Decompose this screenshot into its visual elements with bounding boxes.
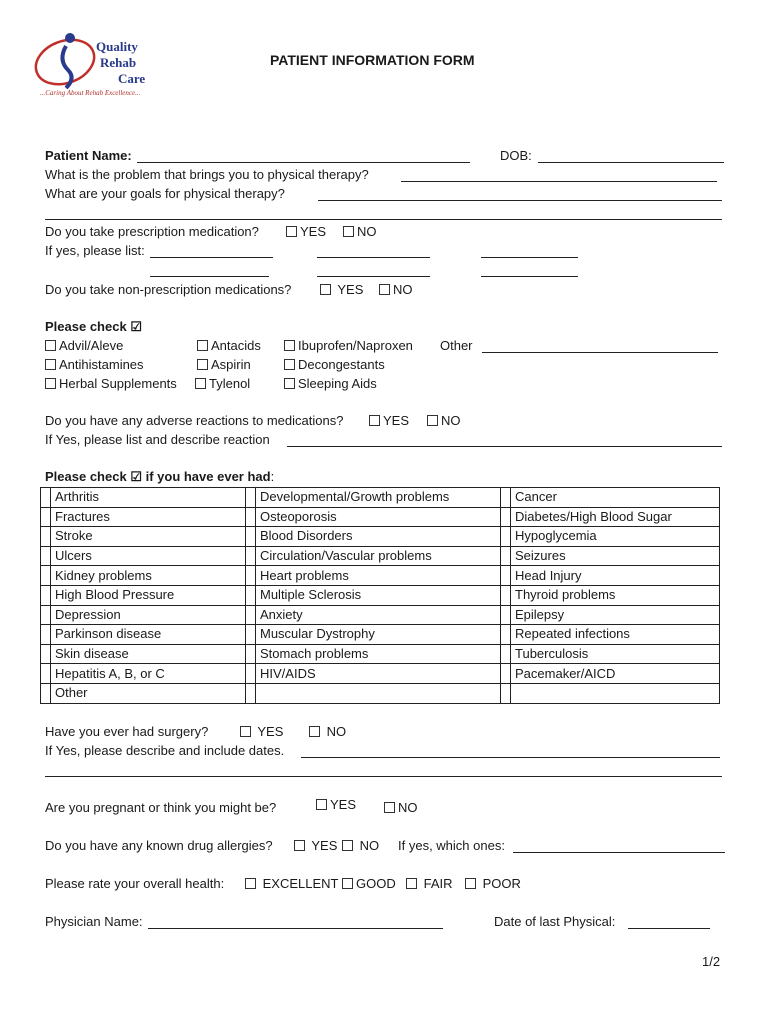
condition-label: Stroke	[51, 527, 246, 547]
last-physical-field[interactable]	[628, 928, 710, 929]
dob-label: DOB:	[500, 148, 532, 163]
health-excellent-option[interactable]	[245, 876, 339, 892]
table-row	[41, 566, 720, 586]
problem-label: What is the problem that brings you to physical therapy?	[45, 167, 369, 182]
condition-label: Osteoporosis	[256, 507, 501, 527]
condition-checkbox[interactable]	[246, 605, 256, 625]
rx-list-field-3[interactable]	[481, 257, 578, 258]
condition-label	[511, 683, 720, 703]
condition-checkbox[interactable]	[501, 585, 511, 605]
advil-label: Advil/Aleve	[59, 338, 124, 353]
check-mark-icon: ☑	[130, 319, 142, 334]
condition-checkbox[interactable]	[246, 625, 256, 645]
adverse-describe-field[interactable]	[287, 446, 722, 447]
surgery-no-label: NO	[326, 724, 347, 739]
med-antacids[interactable]	[197, 338, 261, 354]
logo-line3: Care	[118, 71, 146, 86]
rx-no-checkbox[interactable]	[343, 226, 354, 237]
nonrx-no-option[interactable]	[379, 282, 413, 298]
med-tylenol[interactable]	[195, 376, 250, 392]
rx-yes-label: YES	[300, 224, 327, 239]
table-row	[41, 546, 720, 566]
goals-field-line2[interactable]	[45, 219, 722, 220]
nonrx-yes-option[interactable]	[320, 282, 363, 298]
rx-no-option[interactable]	[343, 224, 377, 240]
condition-checkbox[interactable]	[41, 625, 51, 645]
condition-checkbox[interactable]	[41, 585, 51, 605]
med-other-label: Other	[440, 338, 473, 353]
surgery-yes-option[interactable]	[240, 724, 283, 740]
condition-checkbox[interactable]	[501, 546, 511, 566]
allergy-yes-checkbox[interactable]	[294, 840, 305, 851]
sleeping-label: Sleeping Aids	[298, 376, 377, 391]
med-antihistamines[interactable]	[45, 357, 144, 373]
adverse-no-option[interactable]	[427, 413, 461, 429]
please-check-heading	[45, 319, 142, 335]
adverse-yes-option[interactable]	[369, 413, 409, 429]
conditions-check-icon: ☑	[130, 469, 142, 484]
condition-checkbox[interactable]	[41, 605, 51, 625]
allergy-question: Do you have any known drug allergies?	[45, 838, 273, 853]
allergy-yes-label: YES	[311, 838, 338, 853]
condition-label: Circulation/Vascular problems	[256, 546, 501, 566]
logo-line2: Rehab	[100, 55, 137, 70]
condition-checkbox[interactable]	[41, 566, 51, 586]
condition-checkbox[interactable]	[41, 507, 51, 527]
table-row	[41, 625, 720, 645]
condition-checkbox[interactable]	[501, 507, 511, 527]
condition-checkbox[interactable]	[501, 566, 511, 586]
med-herbal[interactable]	[45, 376, 177, 392]
conditions-heading-colon: :	[270, 469, 275, 484]
goals-field[interactable]	[318, 200, 722, 201]
poor-checkbox[interactable]	[465, 878, 476, 889]
table-row	[41, 488, 720, 508]
patient-name-field[interactable]	[137, 162, 470, 163]
condition-label: Kidney problems	[51, 566, 246, 586]
dob-field[interactable]	[538, 162, 724, 163]
decongestants-label: Decongestants	[298, 357, 385, 372]
rx-no-label: NO	[357, 224, 377, 239]
table-row	[41, 664, 720, 684]
conditions-table	[40, 487, 720, 704]
allergy-no-option[interactable]	[342, 838, 379, 854]
table-row	[41, 644, 720, 664]
nonrx-yes-checkbox[interactable]	[320, 284, 331, 295]
condition-checkbox[interactable]	[246, 507, 256, 527]
logo-line1: Quality	[96, 39, 138, 54]
pregnant-no-checkbox[interactable]	[384, 802, 395, 813]
med-aspirin[interactable]	[197, 357, 251, 373]
condition-checkbox[interactable]	[246, 585, 256, 605]
condition-checkbox[interactable]	[501, 644, 511, 664]
excellent-label: EXCELLENT	[262, 876, 339, 891]
surgery-no-option[interactable]	[309, 724, 346, 740]
condition-checkbox[interactable]	[246, 664, 256, 684]
pregnant-question: Are you pregnant or think you might be?	[45, 800, 277, 815]
adverse-no-checkbox[interactable]	[427, 415, 438, 426]
allergy-which-field[interactable]	[513, 852, 725, 853]
med-advil[interactable]	[45, 338, 123, 354]
condition-label: Anxiety	[256, 605, 501, 625]
please-check-text: Please check	[45, 319, 127, 334]
ibuprofen-label: Ibuprofen/Naproxen	[298, 338, 413, 353]
surgery-describe-label: If Yes, please describe and include dates.	[45, 743, 285, 758]
table-row	[41, 605, 720, 625]
condition-label: Hypoglycemia	[511, 527, 720, 547]
surgery-yes-label: YES	[257, 724, 284, 739]
condition-label: Thyroid problems	[511, 585, 720, 605]
condition-label: Heart problems	[256, 566, 501, 586]
adverse-yes-label: YES	[383, 413, 410, 428]
logo-tagline: ...Caring About Rehab Excellence...	[40, 89, 141, 97]
adverse-describe-label: If Yes, please list and describe reaction	[45, 432, 270, 447]
ibuprofen-checkbox[interactable]	[284, 340, 295, 351]
good-label: GOOD	[356, 876, 396, 891]
health-poor-option[interactable]	[465, 876, 521, 892]
surgery-yes-checkbox[interactable]	[240, 726, 251, 737]
allergy-which-label: If yes, which ones:	[398, 838, 505, 853]
pregnant-no-option[interactable]	[384, 800, 418, 816]
rx-list-field-4[interactable]	[150, 276, 269, 277]
herbal-label: Herbal Supplements	[59, 376, 177, 391]
condition-checkbox[interactable]	[41, 546, 51, 566]
nonrx-question: Do you take non-prescription medications?	[45, 282, 292, 297]
condition-label	[256, 683, 501, 703]
herbal-checkbox[interactable]	[45, 378, 56, 389]
condition-label: Other	[51, 683, 246, 703]
health-fair-option[interactable]	[406, 876, 453, 892]
condition-label: Diabetes/High Blood Sugar	[511, 507, 720, 527]
condition-checkbox[interactable]	[41, 683, 51, 703]
fair-checkbox[interactable]	[406, 878, 417, 889]
goals-label: What are your goals for physical therapy?	[45, 186, 285, 201]
surgery-describe-field-2[interactable]	[45, 776, 722, 777]
condition-label: Pacemaker/AICD	[511, 664, 720, 684]
pregnant-yes-option[interactable]	[316, 797, 356, 813]
surgery-no-checkbox[interactable]	[309, 726, 320, 737]
rx-list-field-5[interactable]	[317, 276, 430, 277]
antihistamines-checkbox[interactable]	[45, 359, 56, 370]
pregnant-yes-checkbox[interactable]	[316, 799, 327, 810]
condition-label: Depression	[51, 605, 246, 625]
condition-label: Epilepsy	[511, 605, 720, 625]
conditions-heading	[45, 469, 274, 485]
nonrx-no-label: NO	[393, 282, 413, 297]
health-good-option[interactable]	[342, 876, 396, 892]
pregnant-no-label: NO	[398, 800, 418, 815]
sleeping-checkbox[interactable]	[284, 378, 295, 389]
conditions-heading-post: if you have ever had	[145, 469, 271, 484]
page-title: PATIENT INFORMATION FORM	[270, 52, 475, 68]
condition-label: Ulcers	[51, 546, 246, 566]
surgery-question: Have you ever had surgery?	[45, 724, 209, 739]
condition-label: Repeated infections	[511, 625, 720, 645]
condition-label: Stomach problems	[256, 644, 501, 664]
decongestants-checkbox[interactable]	[284, 359, 295, 370]
condition-checkbox[interactable]	[501, 488, 511, 508]
if-yes-list-label: If yes, please list:	[45, 243, 145, 258]
condition-checkbox[interactable]	[501, 625, 511, 645]
condition-checkbox[interactable]	[41, 664, 51, 684]
conditions-heading-pre: Please check	[45, 469, 127, 484]
rx-yes-option[interactable]	[286, 224, 326, 240]
adverse-yes-checkbox[interactable]	[369, 415, 380, 426]
antacids-label: Antacids	[211, 338, 261, 353]
allergy-no-label: NO	[359, 838, 380, 853]
condition-checkbox[interactable]	[246, 546, 256, 566]
adverse-no-label: NO	[441, 413, 461, 428]
antihistamines-label: Antihistamines	[59, 357, 144, 372]
fair-label: FAIR	[423, 876, 453, 891]
condition-label: Developmental/Growth problems	[256, 488, 501, 508]
table-row	[41, 683, 720, 703]
condition-label: Fractures	[51, 507, 246, 527]
last-physical-label: Date of last Physical:	[494, 914, 616, 929]
rx-list-field-2[interactable]	[317, 257, 430, 258]
condition-label: Parkinson disease	[51, 625, 246, 645]
condition-label: Multiple Sclerosis	[256, 585, 501, 605]
condition-label: Head Injury	[511, 566, 720, 586]
surgery-describe-field[interactable]	[301, 757, 720, 758]
condition-checkbox[interactable]	[246, 644, 256, 664]
adverse-question: Do you have any adverse reactions to medications?	[45, 413, 344, 428]
condition-checkbox[interactable]	[246, 566, 256, 586]
nonrx-no-checkbox[interactable]	[379, 284, 390, 295]
page-number: 1/2	[702, 954, 721, 969]
condition-label: Muscular Dystrophy	[256, 625, 501, 645]
antacids-checkbox[interactable]	[197, 340, 208, 351]
advil-checkbox[interactable]	[45, 340, 56, 351]
condition-label: Skin disease	[51, 644, 246, 664]
physician-label: Physician Name:	[45, 914, 143, 929]
condition-label: Tuberculosis	[511, 644, 720, 664]
condition-checkbox[interactable]	[246, 527, 256, 547]
rx-question: Do you take prescription medication?	[45, 224, 259, 239]
condition-label: Blood Disorders	[256, 527, 501, 547]
allergy-yes-option[interactable]	[294, 838, 337, 854]
patient-name-label: Patient Name:	[45, 148, 132, 163]
med-sleeping[interactable]	[284, 376, 377, 392]
aspirin-checkbox[interactable]	[197, 359, 208, 370]
rx-yes-checkbox[interactable]	[286, 226, 297, 237]
condition-label: Arthritis	[51, 488, 246, 508]
condition-label: Seizures	[511, 546, 720, 566]
condition-checkbox[interactable]	[501, 605, 511, 625]
condition-checkbox[interactable]	[41, 644, 51, 664]
pregnant-yes-label: YES	[330, 797, 357, 812]
health-question: Please rate your overall health:	[45, 876, 225, 891]
condition-checkbox[interactable]	[41, 527, 51, 547]
tylenol-checkbox[interactable]	[195, 378, 206, 389]
med-ibuprofen[interactable]	[284, 338, 413, 354]
rx-list-field-6[interactable]	[481, 276, 578, 277]
tylenol-label: Tylenol	[209, 376, 251, 391]
condition-label: Hepatitis A, B, or C	[51, 664, 246, 684]
allergy-no-checkbox[interactable]	[342, 840, 353, 851]
nonrx-yes-label: YES	[337, 282, 364, 297]
condition-checkbox[interactable]	[246, 683, 256, 703]
problem-field[interactable]	[401, 181, 717, 182]
rx-list-field-1[interactable]	[150, 257, 273, 258]
med-other-field[interactable]	[482, 352, 718, 353]
table-row	[41, 585, 720, 605]
physician-field[interactable]	[148, 928, 443, 929]
condition-label: HIV/AIDS	[256, 664, 501, 684]
med-decongestants[interactable]	[284, 357, 385, 373]
aspirin-label: Aspirin	[211, 357, 251, 372]
condition-label: High Blood Pressure	[51, 585, 246, 605]
condition-checkbox[interactable]	[41, 488, 51, 508]
table-row	[41, 527, 720, 547]
condition-checkbox[interactable]	[501, 664, 511, 684]
good-checkbox[interactable]	[342, 878, 353, 889]
condition-checkbox[interactable]	[501, 527, 511, 547]
table-row	[41, 507, 720, 527]
condition-label: Cancer	[511, 488, 720, 508]
condition-checkbox[interactable]	[246, 488, 256, 508]
condition-checkbox[interactable]	[501, 683, 511, 703]
poor-label: POOR	[482, 876, 521, 891]
excellent-checkbox[interactable]	[245, 878, 256, 889]
